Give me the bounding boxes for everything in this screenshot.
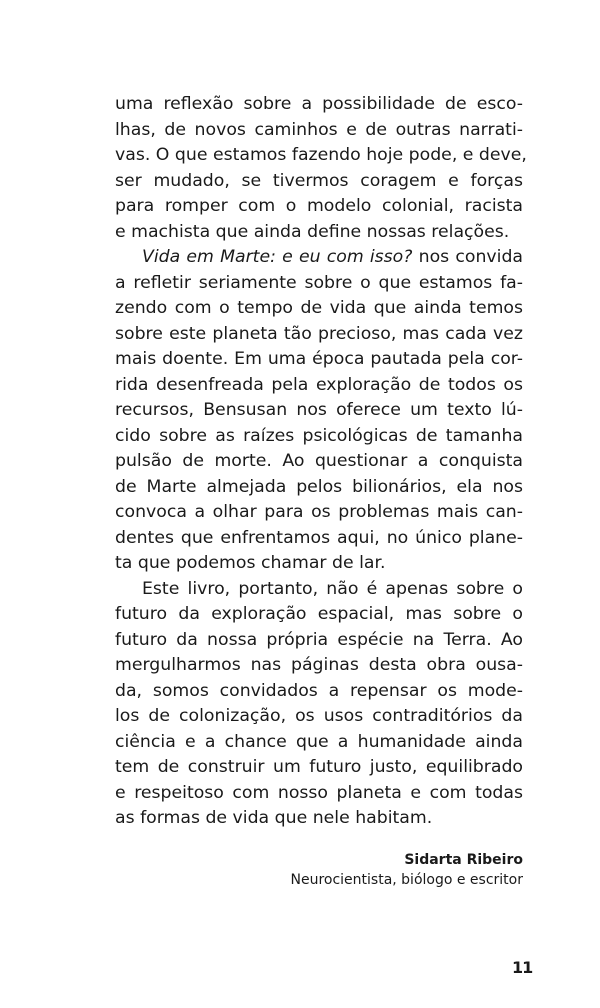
- text-line: futuro da exploração espacial, mas sobre o: [115, 604, 523, 624]
- text-line: sobre este planeta tão precioso, mas cada vez: [115, 323, 523, 344]
- text-line: [115, 245, 523, 271]
- signature: [290, 850, 523, 890]
- text-line: ciência e a chance que a humanidade ainda: [115, 731, 523, 752]
- text-line: mais doente. Em uma época pautada pela cor-: [115, 349, 523, 369]
- text-line: ser mudado, se tivermos coragem e forças: [115, 170, 523, 191]
- text-line: uma reflexão sobre a possibilidade de esco-: [115, 94, 523, 114]
- text-line: e machista que ainda define nossas relações.: [115, 221, 510, 242]
- text-line: e respeitoso com nosso planeta e com todas: [115, 782, 523, 803]
- text-line: Este livro, portanto, não é apenas sobre o: [142, 578, 523, 599]
- text-line: zendo com o tempo de vida que ainda temos: [115, 298, 523, 318]
- book-title: Vida em Marte: e eu com isso?: [142, 247, 413, 267]
- page-number: [512, 958, 532, 977]
- text-line: recursos, Bensusan nos oferece um texto lú-: [115, 400, 523, 420]
- text-line: de Marte almejada pelos bilionários, ela nos: [115, 476, 523, 497]
- body-text: [115, 92, 527, 832]
- text-line: a refletir seriamente sobre o que estamos fa-: [115, 272, 523, 293]
- text-line: convoca a olhar para os problemas mais can-: [115, 502, 523, 522]
- text-line: los de colonização, os usos contraditórios da: [115, 706, 523, 726]
- text-line: vas. O que estamos fazendo hoje pode, e deve,: [115, 145, 527, 165]
- text-line: da, somos convidados a repensar os mode-: [115, 680, 523, 701]
- text-line: tem de construir um futuro justo, equilibrado: [115, 757, 523, 777]
- author-role: Neurocientista, biólogo e escritor: [290, 872, 523, 888]
- text-line: mergulharmos nas páginas desta obra ousa-: [115, 655, 523, 675]
- author-name: Sidarta Ribeiro: [404, 852, 523, 868]
- text-line: pulsão de morte. Ao questionar a conquista: [115, 451, 523, 471]
- text-line: cido sobre as raízes psicológicas de tamanha: [115, 425, 523, 446]
- text-line: ta que podemos chamar de lar.: [115, 553, 386, 573]
- text-line: para romper com o modelo colonial, racista: [115, 196, 523, 216]
- text-line: dentes que enfrentamos aqui, no único plane-: [115, 527, 523, 548]
- text-fragment: nos convida: [412, 247, 524, 267]
- text-line: rida desenfreada pela exploração de todos os: [115, 374, 523, 395]
- text-line: futuro da nossa própria espécie na Terra. Ao: [115, 629, 523, 650]
- text-line: as formas de vida que nele habitam.: [115, 808, 433, 828]
- text-line: lhas, de novos caminhos e de outras narrati-: [115, 119, 523, 140]
- page-number-text: 11: [512, 958, 533, 977]
